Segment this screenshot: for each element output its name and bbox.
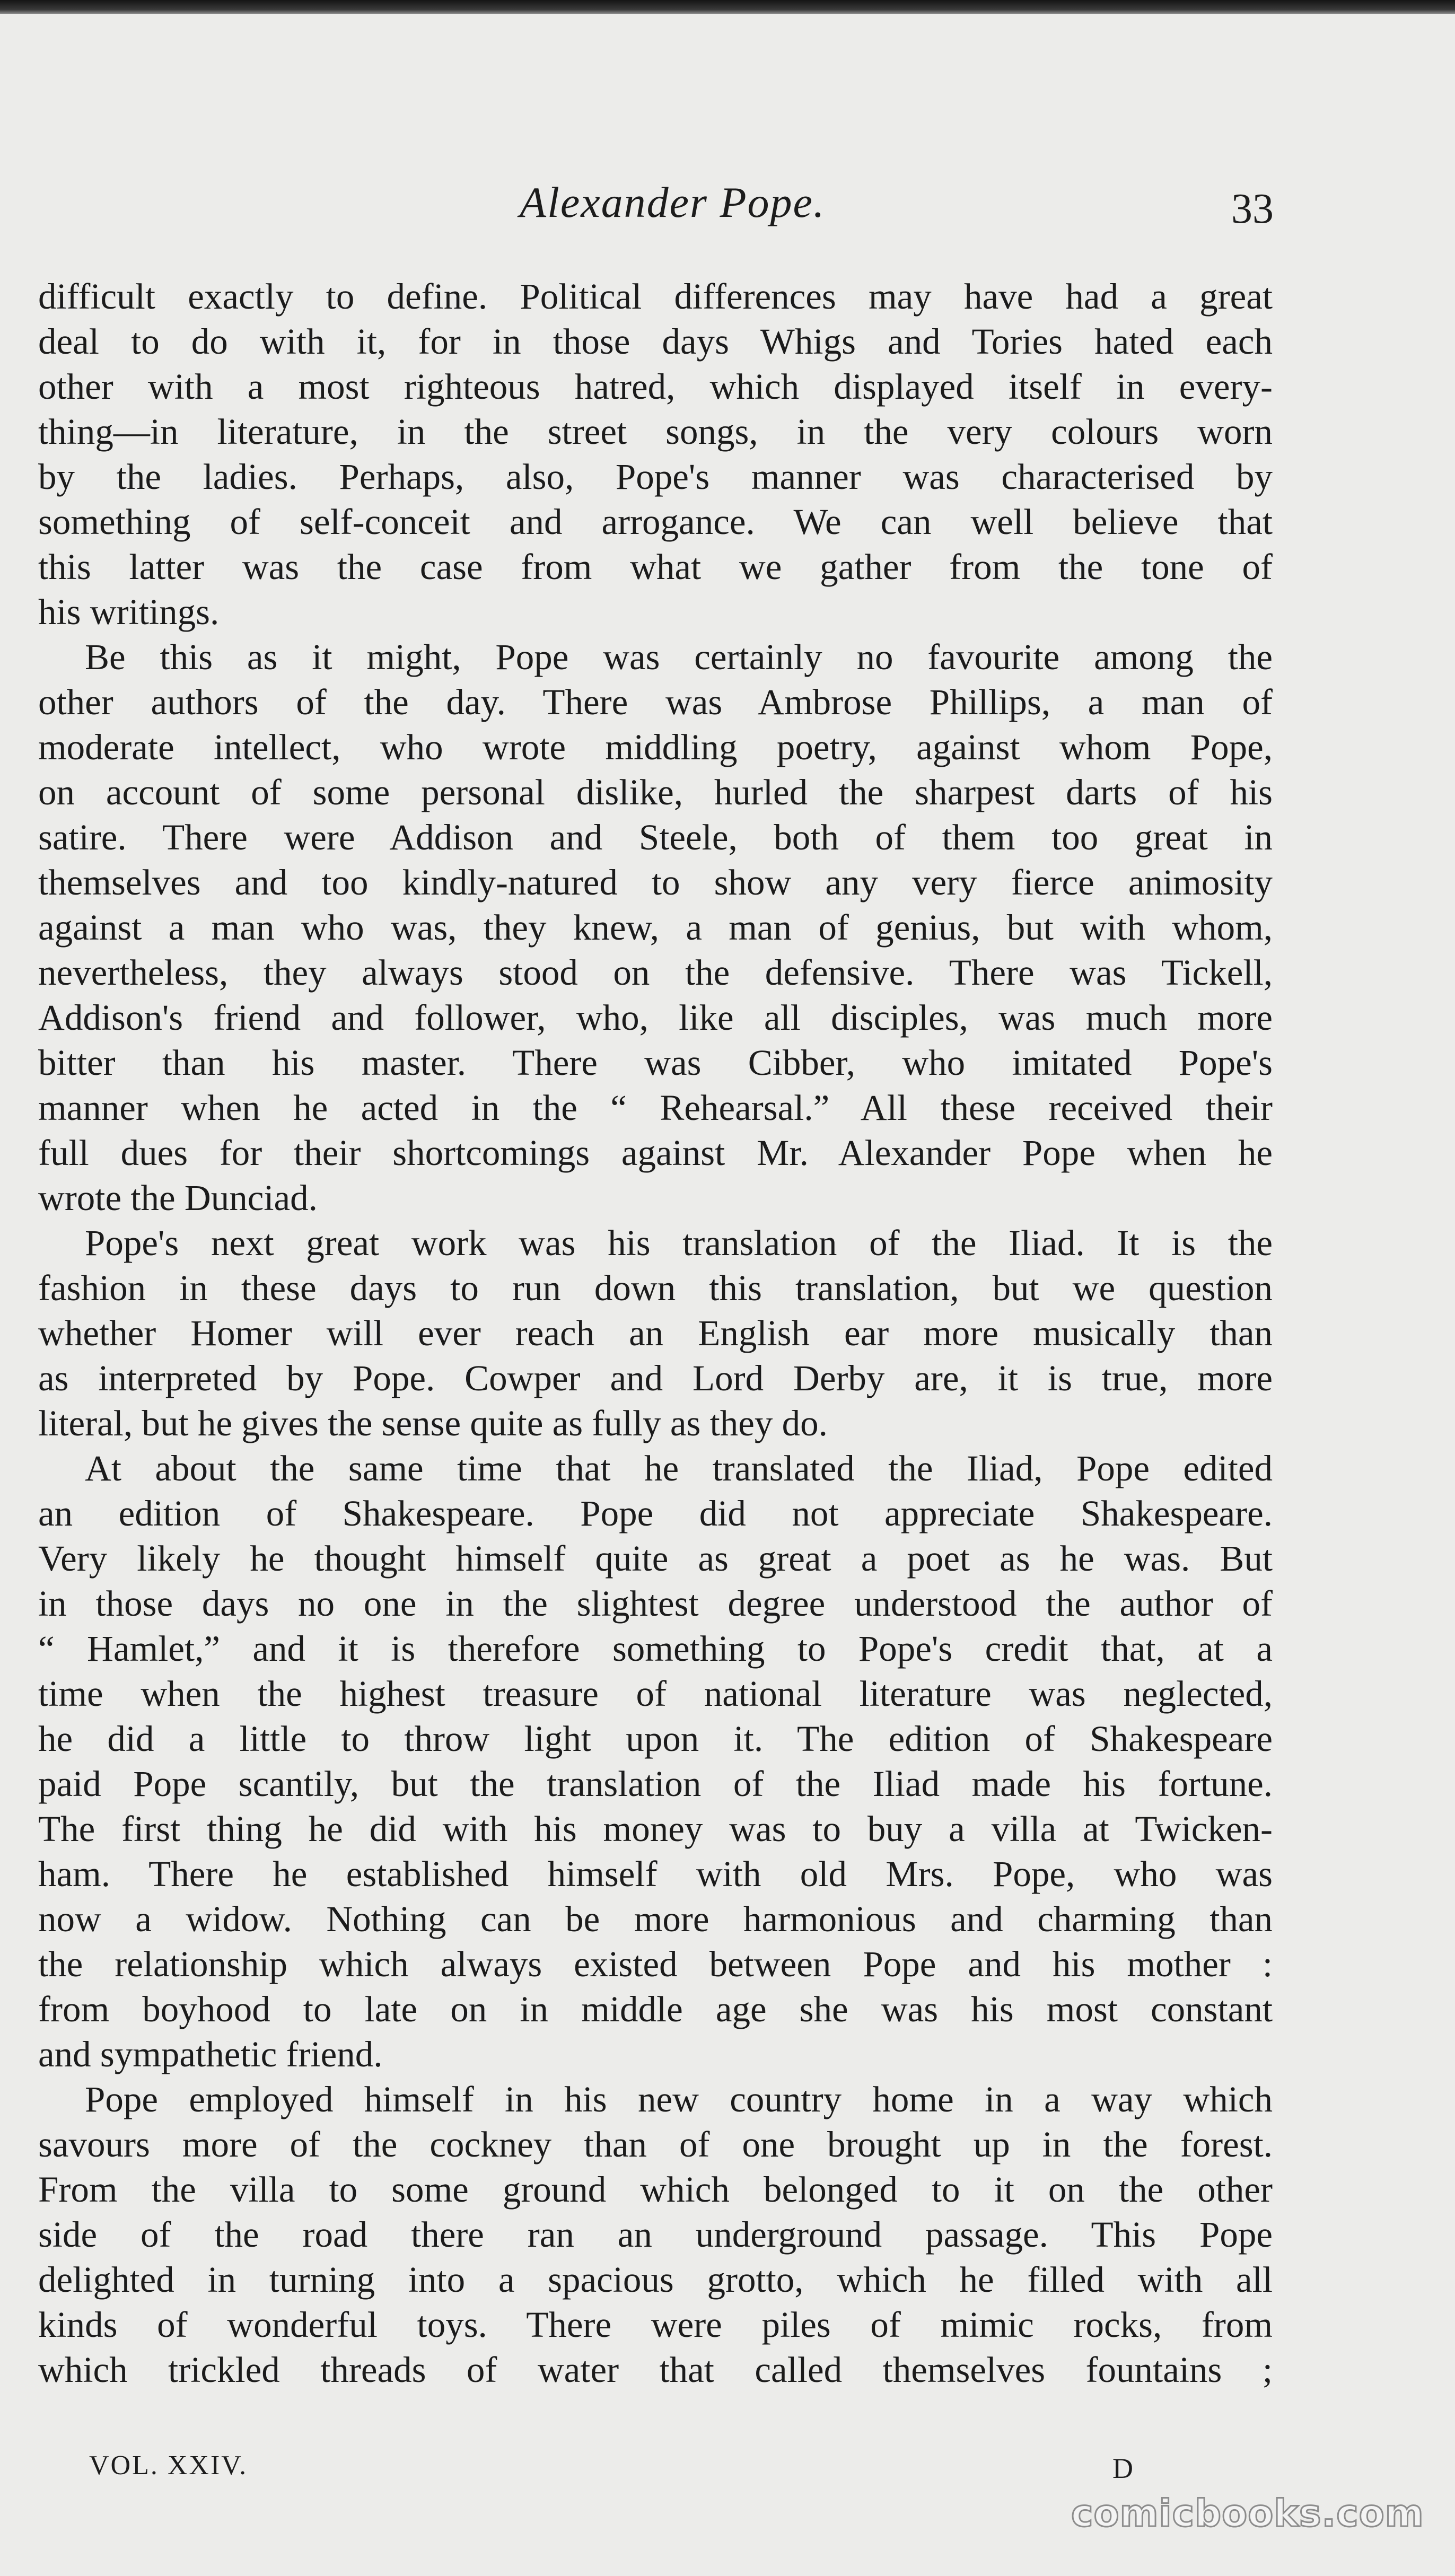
text-line: an edition of Shakespeare. Pope did not appreciate Shakespeare.: [38, 1493, 1273, 1534]
text-line: and sympathetic friend.: [38, 2034, 383, 2074]
volume-signature: VOL. XXIV.: [89, 2450, 248, 2481]
text-line: paid Pope scantily, but the translation of the Iliad made his fortune.: [38, 1764, 1273, 1804]
text-line: difficult exactly to define. Political differences may have had a great: [38, 276, 1273, 317]
text-line: as interpreted by Pope. Cowper and Lord Derby are, it is true, more: [38, 1358, 1273, 1398]
text-line: full dues for their shortcomings against Mr. Alexander Pope when he: [38, 1133, 1273, 1173]
sheet-signature-letter: D: [1112, 2452, 1133, 2484]
text-line: manner when he acted in the “ Rehearsal.” All these received their: [38, 1088, 1273, 1128]
text-line: now a widow. Nothing can be more harmonious and charming than: [38, 1899, 1273, 1939]
text-line: time when the highest treasure of national literature was neglected,: [38, 1673, 1273, 1714]
text-line: Pope's next great work was his translation of the Iliad. It is the: [85, 1223, 1273, 1263]
text-line: themselves and too kindly-natured to show any very fierce animosity: [38, 862, 1273, 903]
text-line: wrote the Dunciad.: [38, 1178, 318, 1218]
text-line: Be this as it might, Pope was certainly no favourite among the: [85, 637, 1273, 677]
text-line: savours more of the cockney than of one brought up in the forest.: [38, 2124, 1273, 2165]
text-line: literal, but he gives the sense quite as fully as they do.: [38, 1403, 828, 1443]
text-line: satire. There were Addison and Steele, both of them too great in: [38, 817, 1273, 857]
watermark-logo: comicbooks.com: [1071, 2492, 1424, 2535]
text-line: by the ladies. Perhaps, also, Pope's manner was characterised by: [38, 457, 1273, 497]
text-line: kinds of wonderful toys. There were piles of mimic rocks, from: [38, 2305, 1273, 2345]
body-text: [38, 273, 1273, 2437]
text-line: the relationship which always existed between Pope and his mother :: [38, 1944, 1273, 1984]
text-line: other with a most righteous hatred, which displayed itself in every-: [38, 366, 1273, 407]
text-line: whether Homer will ever reach an English ear more musically than: [38, 1313, 1273, 1353]
text-line: From the villa to some ground which belonged to it on the other: [38, 2169, 1273, 2210]
text-line: fashion in these days to run down this translation, but we question: [38, 1268, 1273, 1308]
text-line: At about the same time that he translated the Iliad, Pope edited: [85, 1448, 1273, 1488]
text-line: “ Hamlet,” and it is therefore something to Pope's credit that, at a: [38, 1628, 1273, 1669]
text-line: in those days no one in the slightest degree understood the author of: [38, 1583, 1273, 1624]
text-line: ham. There he established himself with old Mrs. Pope, who was: [38, 1854, 1273, 1894]
text-line: Addison's friend and follower, who, like all disciples, was much more: [38, 997, 1273, 1038]
text-line: moderate intellect, who wrote middling poetry, against whom Pope,: [38, 727, 1273, 767]
text-line: The first thing he did with his money was to buy a villa at Twicken-: [38, 1809, 1273, 1849]
running-header: [0, 178, 1455, 236]
text-line: against a man who was, they knew, a man of genius, but with whom,: [38, 907, 1273, 948]
text-line: nevertheless, they always stood on the defensive. There was Tickell,: [38, 952, 1273, 993]
text-line: side of the road there ran an underground passage. This Pope: [38, 2214, 1273, 2255]
text-line: Very likely he thought himself quite as great a poet as he was. But: [38, 1538, 1273, 1579]
text-line: something of self-conceit and arrogance. We can well believe that: [38, 502, 1273, 542]
text-line: other authors of the day. There was Ambrose Phillips, a man of: [38, 682, 1273, 722]
text-line: he did a little to throw light upon it. The edition of Shakespeare: [38, 1719, 1273, 1759]
text-line: which trickled threads of water that called themselves fountains ;: [38, 2350, 1273, 2390]
scanned-page-edge: [0, 0, 1455, 14]
running-title: Alexander Pope.: [520, 178, 826, 226]
text-line: bitter than his master. There was Cibber, who imitated Pope's: [38, 1042, 1273, 1083]
text-line: his writings.: [38, 592, 220, 632]
text-line: thing—in literature, in the street songs, in the very colours worn: [38, 411, 1273, 452]
text-line: delighted in turning into a spacious grotto, which he filled with all: [38, 2259, 1273, 2300]
page-number: 33: [1231, 186, 1274, 232]
text-line: Pope employed himself in his new country home in a way which: [85, 2079, 1273, 2119]
text-line: from boyhood to late on in middle age she was his most constant: [38, 1989, 1273, 2029]
text-line: deal to do with it, for in those days Whigs and Tories hated each: [38, 321, 1273, 362]
text-line: on account of some personal dislike, hurled the sharpest darts of his: [38, 772, 1273, 812]
text-line: this latter was the case from what we gather from the tone of: [38, 547, 1273, 587]
